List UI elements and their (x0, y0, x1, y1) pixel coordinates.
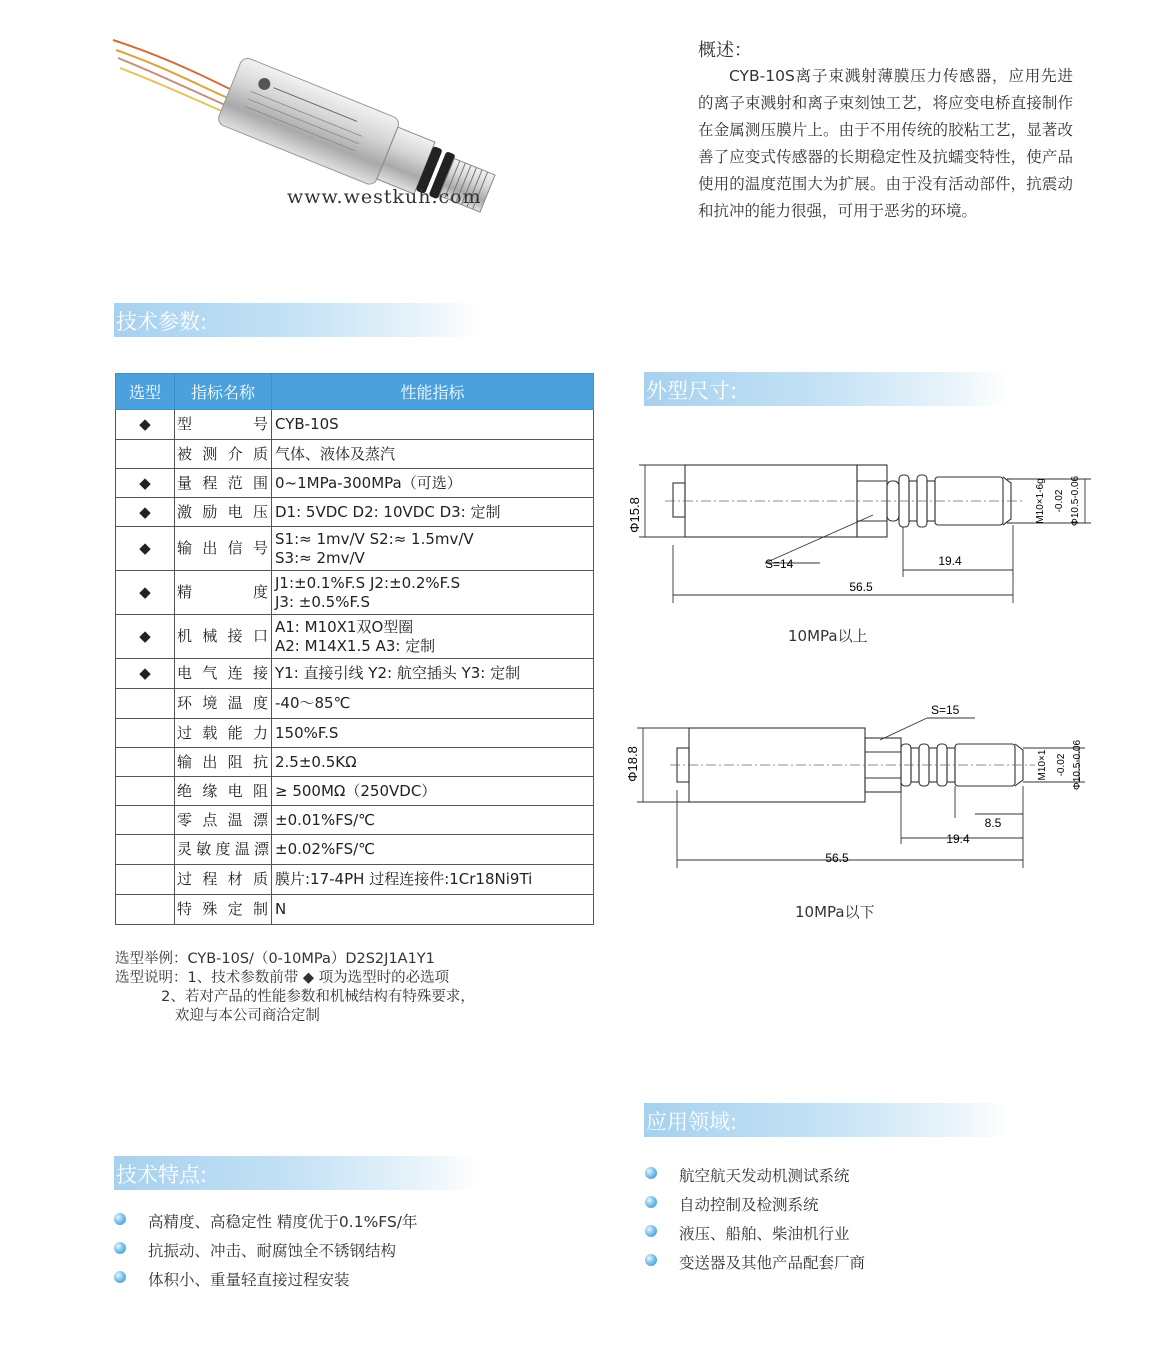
oring-diameter-label: Φ10.5-0.06 (1070, 475, 1081, 527)
table-row (116, 748, 594, 777)
param-name: 过载能力 (175, 719, 272, 748)
section-header-dimensions (644, 372, 1008, 406)
required-marker: ◆ (116, 615, 175, 659)
param-name: 过程材质 (175, 865, 272, 895)
drawing-caption-high-range: 10MPa以上 (788, 627, 868, 645)
thread-spec-label: M10×1 (1037, 749, 1048, 781)
section-title: 技术参数: (116, 310, 208, 334)
required-marker (116, 719, 175, 748)
overview-text: CYB-10S离子束溅射薄膜压力传感器，应用先进的离子束溅射和离子束刻蚀工艺，将应变电桥直接制作在金属测压膜片上。由于不用传统的胶粘工艺，显著改善了应变式传感器的长期稳定性及抗蠕变特性，使产品使用的温度范围大为扩展。由于没有活动部件，抗震动和抗冲的能力很强，可用于恶劣的环境。 (698, 67, 1073, 220)
overview-title: 概述： (698, 40, 752, 61)
bullet-icon (114, 1242, 126, 1254)
required-marker: ◆ (116, 410, 175, 440)
total-length-label: 56.5 (825, 851, 849, 865)
table-row (116, 865, 594, 895)
table-header-row (116, 374, 594, 410)
section-title: 应用领域: (646, 1110, 738, 1134)
note-line: 选型举例：CYB-10S/（0-10MPa）D2S2J1A1Y1 (115, 951, 435, 967)
param-value: Y1: 直接引线 Y2: 航空插头 Y3: 定制 (272, 659, 594, 689)
selection-notes (115, 950, 475, 1026)
features-list (114, 1210, 418, 1297)
table-row (116, 777, 594, 806)
param-name: 精度 (175, 571, 272, 615)
table-row (116, 806, 594, 835)
param-value: 气体、液体及蒸汽 (272, 440, 594, 469)
thread-length-label: 19.4 (946, 832, 970, 846)
required-marker (116, 806, 175, 835)
param-name: 激励电压 (175, 498, 272, 527)
table-row (116, 835, 594, 865)
section-title: 外型尺寸: (646, 379, 738, 403)
list-item: 变送器及其他产品配套厂商 (645, 1251, 865, 1280)
bullet-icon (645, 1196, 657, 1208)
section-header-tech-params (114, 303, 478, 337)
table-row (116, 895, 594, 925)
table-row (116, 527, 594, 571)
param-name: 电气连接 (175, 659, 272, 689)
column-header: 指标名称 (175, 374, 272, 410)
diameter-label: Φ15.8 (627, 497, 642, 533)
param-name: 量程范围 (175, 469, 272, 498)
param-value: D1: 5VDC D2: 10VDC D3: 定制 (272, 498, 594, 527)
param-name: 环境温度 (175, 689, 272, 719)
section-header-applications (644, 1103, 1008, 1137)
column-header: 性能指标 (272, 374, 594, 410)
dimension-drawing-low-range (615, 700, 1115, 870)
required-marker (116, 895, 175, 925)
param-value-line2: S3:≈ 2mv/V (275, 548, 365, 567)
required-marker: ◆ (116, 571, 175, 615)
bullet-icon (645, 1225, 657, 1237)
table-row (116, 659, 594, 689)
note-line: 欢迎与本公司商洽定制 (115, 1008, 320, 1024)
column-header: 选型 (116, 374, 175, 410)
required-marker (116, 777, 175, 806)
required-marker (116, 835, 175, 865)
table-row (116, 410, 594, 440)
thread-spec-label: M10×1-6g (1035, 478, 1046, 524)
param-value: CYB-10S (272, 410, 594, 440)
oring-diameter-label: Φ10.5-0.06 (1072, 739, 1083, 791)
section-header-features (114, 1156, 478, 1190)
bullet-icon (114, 1271, 126, 1283)
param-value: ≥ 500MΩ（250VDC） (272, 777, 594, 806)
param-value: 2.5±0.5KΩ (272, 748, 594, 777)
param-value-line2: A2: M14X1.5 A3: 定制 (275, 636, 436, 655)
required-marker: ◆ (116, 659, 175, 689)
param-value: J1:±0.1%F.S J2:±0.2%F.S (275, 573, 461, 592)
list-item: 液压、船舶、柴油机行业 (645, 1222, 865, 1251)
spec-table (115, 373, 594, 925)
param-name: 被测介质 (175, 440, 272, 469)
hex-size-label: S=14 (765, 557, 794, 571)
param-value: -40～85℃ (272, 689, 594, 719)
param-value-line2: J3: ±0.5%F.S (275, 592, 370, 611)
dimension-drawing-high-range (615, 455, 1115, 605)
hex-size-label: S=15 (931, 703, 960, 717)
param-name: 绝缘电阻 (175, 777, 272, 806)
table-row (116, 469, 594, 498)
param-value: A1: M10X1双O型圈 (275, 617, 414, 636)
thread-length-label: 19.4 (938, 554, 962, 568)
param-name: 零点温漂 (175, 806, 272, 835)
bullet-icon (645, 1167, 657, 1179)
tolerance-label: -0.02 (1054, 489, 1065, 513)
list-item: 航空航天发动机测试系统 (645, 1164, 865, 1193)
param-name: 输出阻抗 (175, 748, 272, 777)
required-marker: ◆ (116, 469, 175, 498)
required-marker: ◆ (116, 498, 175, 527)
list-item: 抗振动、冲击、耐腐蚀全不锈钢结构 (114, 1239, 418, 1268)
note-line: 2、若对产品的性能参数和机械结构有特殊要求， (115, 989, 475, 1005)
required-marker (116, 440, 175, 469)
param-name: 型号 (175, 410, 272, 440)
drawing-caption-low-range: 10MPa以下 (795, 903, 875, 921)
param-value: 膜片:17-4PH 过程连接件:1Cr18Ni9Ti (272, 865, 594, 895)
param-value: 0~1MPa-300MPa（可选） (272, 469, 594, 498)
table-row (116, 440, 594, 469)
product-photo (108, 28, 528, 263)
list-item: 体积小、重量轻直接过程安装 (114, 1268, 418, 1297)
required-marker: ◆ (116, 527, 175, 571)
bullet-icon (114, 1213, 126, 1225)
param-value: N (272, 895, 594, 925)
note-line: 选型说明：1、技术参数前带 ◆ 项为选型时的必选项 (115, 970, 450, 986)
applications-list (645, 1164, 865, 1280)
section-title: 技术特点: (116, 1163, 208, 1187)
table-row (116, 498, 594, 527)
list-item: 高精度、高稳定性 精度优于0.1%FS/年 (114, 1210, 418, 1239)
param-value: S1:≈ 1mv/V S2:≈ 1.5mv/V (275, 529, 474, 548)
param-name: 特殊定制 (175, 895, 272, 925)
watermark: www.westkuh.com (287, 186, 482, 208)
table-row (116, 689, 594, 719)
required-marker (116, 865, 175, 895)
param-name: 机械接口 (175, 615, 272, 659)
param-name: 灵敏度温漂 (175, 835, 272, 865)
table-row (116, 615, 594, 659)
list-item: 自动控制及检测系统 (645, 1193, 865, 1222)
param-name: 输出信号 (175, 527, 272, 571)
table-row (116, 571, 594, 615)
bullet-icon (645, 1254, 657, 1266)
tolerance-label: -0.02 (1056, 753, 1067, 777)
param-value: 150%F.S (272, 719, 594, 748)
diameter-label: Φ18.8 (625, 746, 640, 782)
total-length-label: 56.5 (849, 580, 873, 594)
tip-length-label: 8.5 (984, 816, 1002, 830)
param-value: ±0.02%FS/℃ (272, 835, 594, 865)
table-row (116, 719, 594, 748)
required-marker (116, 689, 175, 719)
required-marker (116, 748, 175, 777)
param-value: ±0.01%FS/℃ (272, 806, 594, 835)
